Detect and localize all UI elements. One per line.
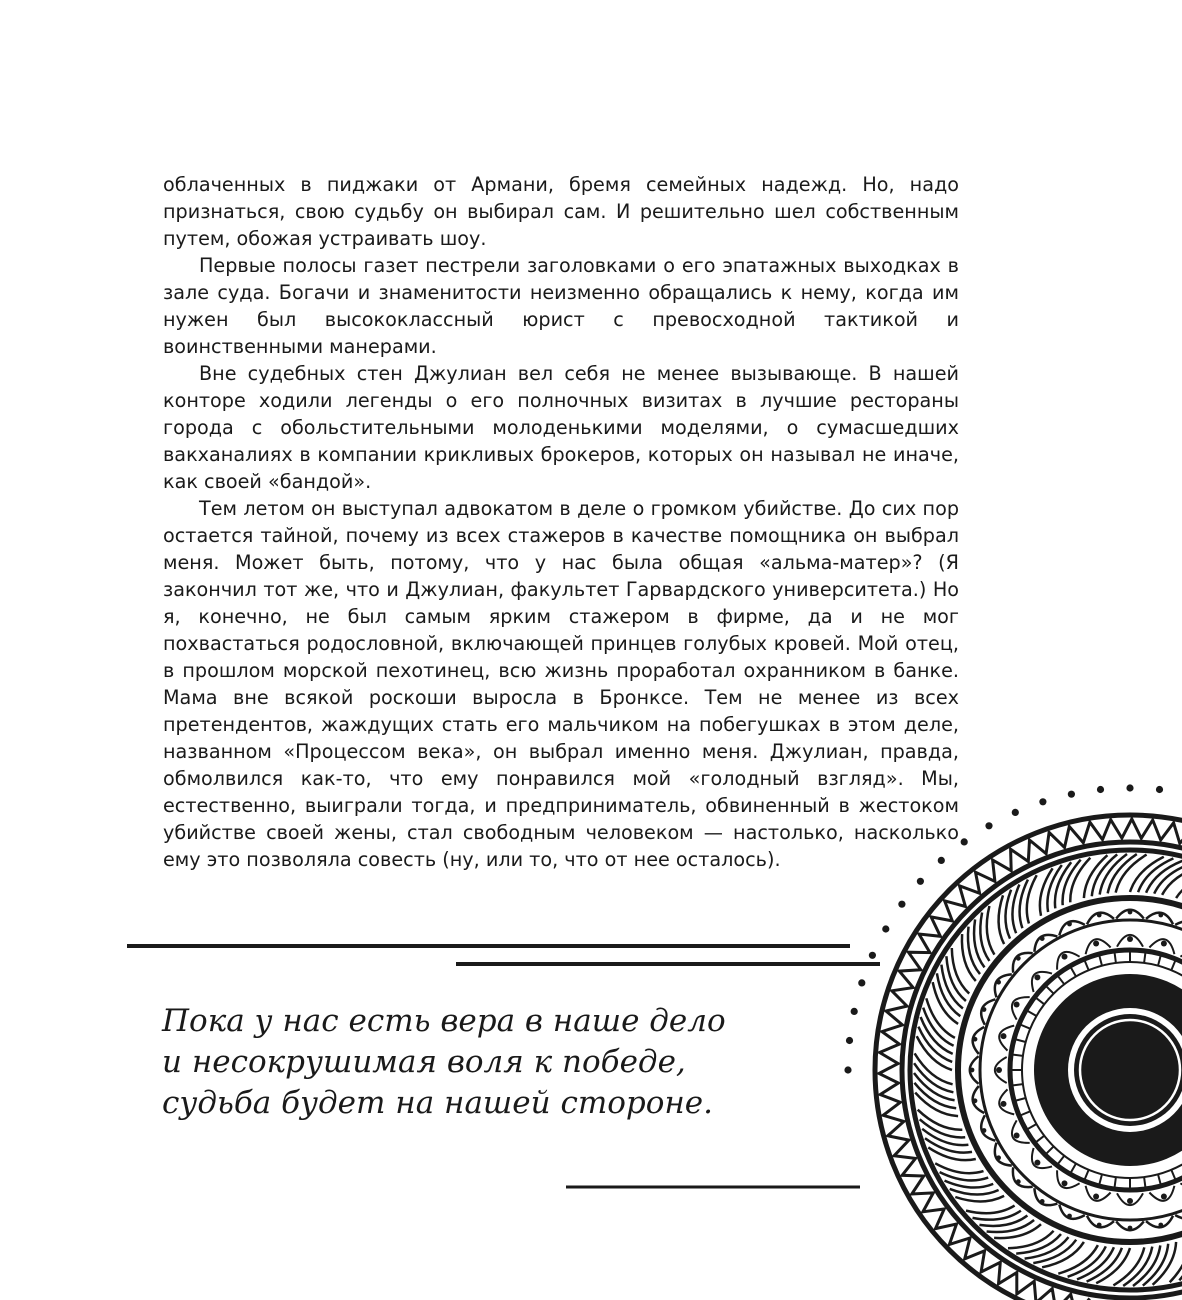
zigzag-band — [879, 819, 1182, 1300]
paragraph: Первые полосы газет пестрели заголовками о его эпатажных выходках в зале суда. Богачи и знаменитости неизменно обращались к нему, когда им нужен был высококлассный юрист с превосходной тактикой и воинственными манерами. — [163, 254, 959, 358]
feather-band — [914, 854, 1182, 1286]
pull-quote — [162, 1001, 802, 1124]
quote-line-3: судьба будет на нашей стороне. — [162, 1085, 714, 1121]
paragraph: Вне судебных стен Джулиан вел себя не менее вызывающе. В нашей конторе ходили легенды о его полночных визитах в лучшие рестораны города с обольстительными молоденькими моделями, о сумасшедших вакханалиях в компании крикливых брокеров, которых он называл не иначе, как своей «бандой». — [163, 362, 959, 493]
quote-line-1: Пока у нас есть вера в наше дело — [162, 1003, 726, 1039]
paragraph: облаченных в пиджаки от Армани, бремя семейных надежд. Но, надо признаться, свою судьбу он выбирал сам. И решительно шел собственным путем, обожая устраивать шоу. — [163, 173, 959, 250]
quote-line-2: и несокрушимая воля к победе, — [162, 1044, 686, 1080]
petal-band — [970, 910, 1182, 1231]
body-text — [163, 171, 959, 873]
inner-ticks — [995, 935, 1182, 1205]
paragraph: Тем летом он выступал адвокатом в деле о громком убийстве. До сих пор остается тайной, почему из всех стажеров в качестве помощника он выбрал меня. Может быть, потому, что у нас была общая «альма-матер»? (Я закончил тот же, что и Джулиан, факультет Гарвардского университета.) Но я, конечно, не был самым ярким стажером в фирме, да и не мог похвастаться родословной, включающей принцев голубых кровей. Мой отец, в прошлом морской пехотинец, всю жизнь проработал охранником в банке. Мама вне всякой роскоши выросла в Бронксе. Тем не менее из всех претендентов, жаждущих стать его мальчиком на побегушках в этом деле, названном «Процессом века», он выбрал именно меня. Джулиан, правда, обмолвился как-то, что ему понравился мой «голодный взгляд». Мы, естественно, выиграли тогда, и предприниматель, обвиненный в жестоком убийстве своей жены, стал свободным человеком — настолько, насколько ему это позволяла совесть (ну, или то, что от нее осталось). — [163, 497, 959, 871]
